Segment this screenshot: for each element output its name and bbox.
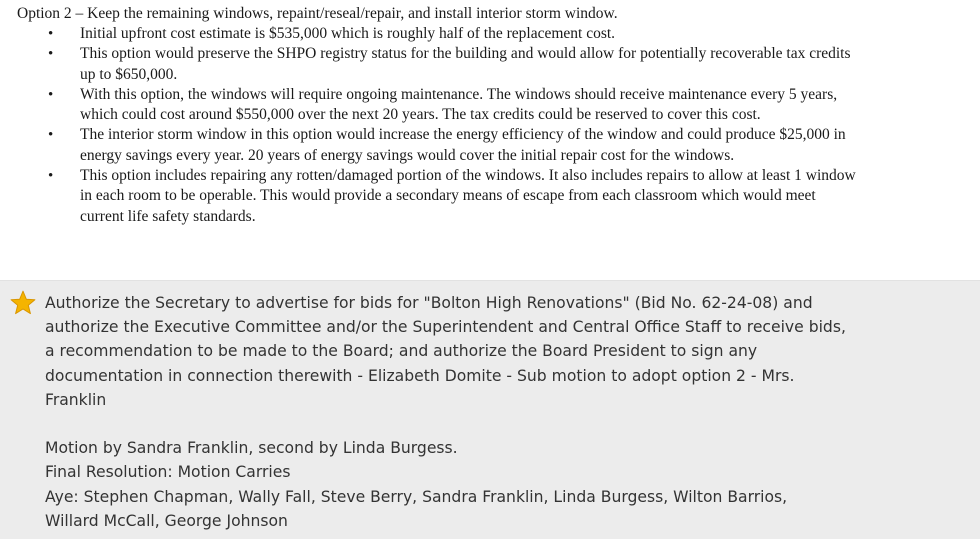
motion-by-line: Motion by Sandra Franklin, second by Linda Burgess. <box>45 439 458 458</box>
bullet-icon: • <box>48 127 54 144</box>
list-item <box>0 24 980 44</box>
final-resolution-line: Final Resolution: Motion Carries <box>45 463 291 482</box>
list-item-text: in each room to be operable. This would provide a secondary means of escape from each classroom which would meet <box>80 187 816 205</box>
list-item <box>0 44 980 85</box>
motion-description-line: a recommendation to be made to the Board; and authorize the Board President to sign any <box>45 342 758 361</box>
list-item-text: current life safety standards. <box>80 207 256 225</box>
paragraph-gap <box>45 412 975 436</box>
list-item-text: This option includes repairing any rotten/damaged portion of the windows. It also includes repairs to allow at least 1 window <box>80 167 856 185</box>
aye-votes-line: Willard McCall, George Johnson <box>45 511 288 530</box>
motion-description-line: Franklin <box>45 390 107 409</box>
list-item-text: up to $650,000. <box>80 65 178 83</box>
motion-description-line: authorize the Executive Committee and/or the Superintendent and Central Office Staff to receive bids, <box>45 318 846 337</box>
motion-description-line: documentation in connection therewith - Elizabeth Domite - Sub motion to adopt option 2 - Mrs. <box>45 366 795 385</box>
list-item-text: With this option, the windows will require ongoing maintenance. The windows should receive maintenance every 5 years, <box>80 85 838 103</box>
scanned-document-excerpt <box>0 0 980 262</box>
list-item <box>0 85 980 126</box>
motion-text-block <box>45 291 975 533</box>
list-item <box>0 166 980 227</box>
star-icon <box>9 289 37 317</box>
bullet-icon: • <box>48 86 54 103</box>
bullet-icon: • <box>48 168 54 185</box>
aye-votes-line: Aye: Stephen Chapman, Wally Fall, Steve Berry, Sandra Franklin, Linda Burgess, Wilton Barrios, <box>45 487 788 506</box>
option-heading: Option 2 – Keep the remaining windows, repaint/reseal/repair, and install interior storm window. <box>17 5 618 22</box>
motion-description-line: Authorize the Secretary to advertise for bids for "Bolton High Renovations" (Bid No. 62-24-08) and <box>45 294 813 312</box>
list-item-text: which could cost around $550,000 over the next 20 years. The tax credits could be reserved to cover this cost. <box>80 106 761 124</box>
list-item-text: The interior storm window in this option would increase the energy efficiency of the window and could produce $25,000 in <box>80 126 846 144</box>
list-item <box>0 125 980 166</box>
bullet-icon: • <box>48 26 54 42</box>
list-item-text: energy savings every year. 20 years of energy savings would cover the initial repair cost for the windows. <box>80 146 735 164</box>
option-bullet-list <box>0 24 980 227</box>
list-item-text: This option would preserve the SHPO registry status for the building and would allow for potentially recoverable tax credits <box>80 45 851 63</box>
bullet-icon: • <box>48 46 54 63</box>
list-item-text: Initial upfront cost estimate is $535,000 which is roughly half of the replacement cost. <box>80 25 616 42</box>
motion-panel <box>0 280 980 539</box>
section-divider <box>0 262 980 280</box>
